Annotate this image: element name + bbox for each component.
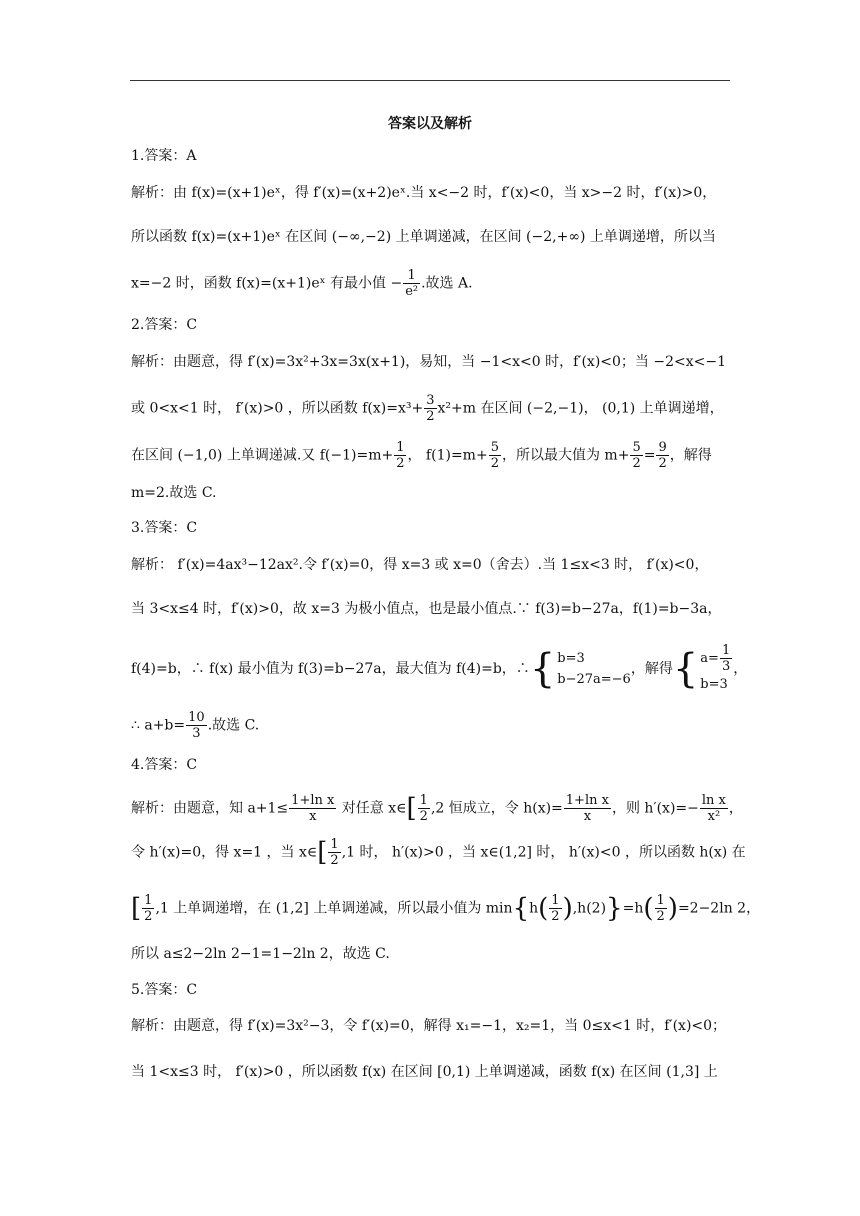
q4-frac-a [289, 793, 336, 824]
q3-l4-b: .故选 C. [207, 717, 260, 734]
q4-l1-a: 解析：由题意，知 a+1≤ [131, 800, 289, 817]
q4-l2-a: 令 h′(x)=0，得 x=1 ，当 x∈ [131, 844, 318, 861]
numerator: 5 [632, 440, 641, 455]
q3-system-1 [530, 648, 631, 690]
q2-frac-2 [489, 440, 501, 471]
q4-l3-c: ,h(2) [572, 900, 607, 917]
denominator: x [309, 809, 317, 824]
numerator: 1 [721, 643, 731, 658]
q2-l3-c: ，所以最大值为 m+ [501, 447, 630, 464]
q4-frac-c [564, 793, 611, 824]
denominator: 2 [658, 456, 667, 471]
q4-l2-b: ,1 时， h′(x)>0 ，当 x∈(1,2] 时， h′(x)<0 ，所以函数 h(x) 在 [341, 844, 746, 861]
q4-l3-b: h [529, 900, 539, 917]
q4-l1-f: ， [728, 800, 743, 817]
q2-l2-a: 或 0<x<1 时， f′(x)>0 ，所以函数 f(x)=x³+ [131, 400, 424, 417]
q1-fraction [403, 268, 420, 299]
q2-frac-3 [630, 440, 642, 471]
numerator: 10 [188, 710, 205, 725]
q5-line-2: 当 1<x≤3 时， f′(x)>0 ，所以函数 f(x) 在区间 [0,1) 上单调递减，函数 f(x) 在区间 (1,3] 上 [131, 1064, 718, 1080]
q3-frac-1-3 [720, 643, 732, 674]
denominator: 2 [426, 409, 435, 424]
numerator: 1 [144, 893, 153, 908]
numerator: 5 [490, 440, 499, 455]
brace-icon: { [529, 646, 556, 692]
numerator: 1+ln x [291, 793, 335, 808]
q2-frac-1 [394, 440, 406, 471]
q3-line-1: 解析： f′(x)=4ax³−12ax².令 f′(x)=0，得 x=3 或 x=0（舍去）.当 1≤x<3 时， f′(x)<0， [131, 557, 709, 573]
system-row: b=3 [700, 677, 728, 692]
numerator: 1 [396, 440, 405, 455]
denominator: e² [405, 284, 419, 299]
denominator: 2 [632, 456, 641, 471]
denominator: 2 [144, 909, 153, 924]
q4-l1-c: ,2 恒成立，令 h(x)= [430, 800, 563, 817]
q1-line-3 [131, 268, 473, 299]
q2-frac-4 [656, 440, 668, 471]
q4-frac-b [418, 793, 430, 824]
system-row: b−27a=−6 [557, 672, 631, 687]
q1-line-2: 所以函数 f(x)=(x+1)eˣ 在区间 (−∞,−2) 上单调递减，在区间 (−2,+∞) 上单调递增，所以当 [131, 229, 716, 245]
q3-frac-10-3 [186, 710, 207, 741]
q4-l1-b: 对任意 x∈ [337, 800, 407, 817]
q3-system-2 [673, 643, 733, 695]
q3-line-2: 当 3<x≤4 时，f′(x)>0，故 x=3 为极小值点，也是最小值点.∵ f(3)=b−27a，f(1)=b−3a， [131, 601, 722, 617]
q4-answer: 4.答案：C [131, 757, 198, 773]
q3-line-3 [131, 643, 747, 695]
numerator: 1 [656, 893, 665, 908]
q4-l1-e: ，则 h′(x)=− [611, 800, 699, 817]
brace-icon: { [672, 646, 699, 692]
q4-l3-a: ,1 上单调递增，在 (1,2] 上单调递减，所以最小值为 min [155, 900, 513, 917]
system-row [700, 643, 733, 674]
numerator: 9 [658, 440, 667, 455]
denominator: 2 [551, 909, 560, 924]
numerator: 1 [403, 268, 420, 284]
q4-frac-e [328, 837, 340, 868]
numerator: 1+ln x [565, 793, 609, 808]
q1-answer: 1.答案：A [131, 148, 197, 164]
q3-l3-b: ，解得 [630, 661, 673, 677]
q2-answer: 2.答案：C [131, 317, 198, 333]
denominator: 2 [419, 809, 428, 824]
numerator: 3 [426, 393, 435, 408]
q2-line-2 [131, 393, 724, 424]
q4-line-2: 令 h′(x)=0，得 x=1 ，当 x∈[ $\frac{1}{2}$ ,1 时， h′(x)>0 ，当 x∈(1,2] 时， h′(x)<0 ，所以函数 h(x) 在 [131, 837, 746, 868]
q4-l3-e: =h [622, 900, 644, 917]
denominator: 2 [490, 456, 499, 471]
q2-l3-b: ， f(1)=m+ [407, 447, 488, 464]
system-row: b=3 [557, 651, 585, 666]
q2-frac-3-2 [424, 393, 436, 424]
q3-line-4 [131, 710, 259, 741]
q2-line-3 [131, 440, 712, 471]
q3-l3-a: f(4)=b，∴ f(x) 最小值为 f(3)=b−27a，最大值为 f(4)=b，∴ [131, 661, 530, 677]
q2-line-4: m=2.故选 C. [131, 485, 217, 501]
q4-frac-h [655, 893, 667, 924]
q4-frac-d [700, 793, 728, 824]
q4-frac-f [142, 893, 154, 924]
system-row-lhs: a= [700, 651, 719, 666]
q5-line-1: 解析：由题意，得 f′(x)=3x²−3，令 f′(x)=0，解得 x₁=−1，x₂=1，当 0≤x<1 时，f′(x)<0； [131, 1018, 727, 1034]
q4-line-4: 所以 a≤2−2ln 2−1=1−2ln 2，故选 C. [131, 946, 390, 962]
denominator: x² [707, 809, 721, 824]
q4-l3-f: =2−2ln 2， [677, 900, 761, 917]
q2-l2-b: x²+m 在区间 (−2,−1)， (0,1) 上单调递增， [437, 400, 724, 417]
q1-line-1: 解析：由 f(x)=(x+1)eˣ，得 f′(x)=(x+2)eˣ.当 x<−2 时，f′(x)<0，当 x>−2 时，f′(x)>0， [131, 185, 717, 201]
q3-l3-c: ， [733, 661, 748, 677]
denominator: 2 [330, 853, 339, 868]
q4-frac-g [549, 893, 561, 924]
q3-answer: 3.答案：C [131, 520, 198, 536]
q1-l3-a: x=−2 时，函数 f(x)=(x+1)eˣ 有最小值 − [131, 275, 403, 292]
denominator: 3 [721, 659, 731, 674]
numerator: 1 [419, 793, 428, 808]
denominator: 2 [396, 456, 405, 471]
q1-l3-b: .故选 A. [421, 275, 473, 292]
numerator: ln x [701, 793, 726, 808]
denominator: 3 [192, 726, 201, 741]
page-title: 答案以及解析 [388, 116, 472, 132]
q2-l3-e: = [643, 447, 656, 464]
header-rule [130, 80, 730, 81]
denominator: 2 [656, 909, 665, 924]
q2-line-1: 解析：由题意，得 f′(x)=3x²+3x=3x(x+1)，易知，当 −1<x<0 时，f′(x)<0；当 −2<x<−1 [131, 354, 726, 370]
numerator: 1 [330, 837, 339, 852]
q4-line-1: 解析：由题意，知 a+1≤ $\frac{\text{1+ln x}}{x}$ 对任意 x∈[ $\frac{1}{2}$ ,2 恒成立，令 h(x)= $\frac{\text{1+ln x}}{x}$ ，则 h′(x)=− $\frac{\text{ln x}}{\text{x²}}$ ， [131, 793, 743, 824]
q4-line-3: [ $\frac{1}{2}$ ,1 上单调递增，在 (1,2] 上单调递减，所以最小值为 min{h( $\frac{1}{2}$ ),h(2)}=h( $\frac{1}{2}$ )=2−2ln 2， [131, 893, 761, 924]
q2-l3-f: ，解得 [669, 447, 712, 464]
q5-answer: 5.答案：C [131, 982, 198, 998]
q2-l3-a: 在区间 (−1,0) 上单调递减.又 f(−1)=m+ [131, 447, 394, 464]
denominator: x [583, 809, 592, 824]
q3-l4-a: ∴ a+b= [131, 717, 186, 734]
numerator: 1 [551, 893, 560, 908]
